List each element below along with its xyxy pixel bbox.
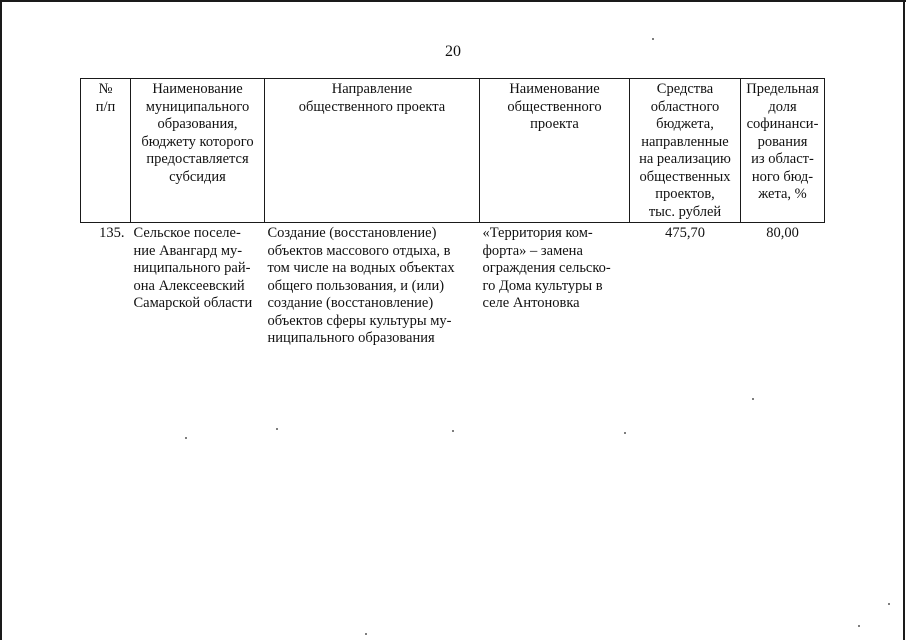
scan-edge-right	[903, 0, 905, 640]
scan-speck	[452, 430, 454, 432]
header-share: Предельная доля софинанси- рования из област- ного бюд- жета, %	[741, 79, 825, 223]
row-project: «Территория ком- форта» – замена ограждения сельско- го Дома культуры в селе Антоновка	[482, 225, 611, 311]
row-number: 135.	[99, 225, 125, 241]
table-body	[81, 223, 825, 348]
header-direction: Направление общественного проекта	[265, 79, 480, 223]
scan-speck	[752, 398, 754, 400]
scan-edge-left	[0, 0, 2, 640]
table-row	[81, 223, 825, 348]
subsidy-table	[80, 78, 825, 348]
row-share: 80,00	[766, 225, 799, 241]
header-funds: Средства областного бюджета, направленные на реализацию общественных проектов, тыс. рублей	[630, 79, 741, 223]
header-number: № п/п	[81, 79, 131, 223]
scan-speck	[624, 432, 626, 434]
header-municipality: Наименование муниципального образования, бюджету которого предоставляется субсидия	[131, 79, 265, 223]
row-funds: 475,70	[665, 225, 705, 241]
scan-speck	[276, 428, 278, 430]
row-direction: Создание (восстановление) объектов массового отдыха, в том числе на водных объектах общего пользования, и (или) создание (восстановление) объектов сферы культуры му- ниципального образования	[267, 225, 455, 346]
scan-speck	[185, 437, 187, 439]
scan-speck	[365, 633, 367, 635]
scan-edge-top	[0, 0, 906, 2]
scan-speck	[888, 603, 890, 605]
header-row	[81, 79, 825, 223]
page-number: 20	[445, 43, 461, 60]
scan-speck	[858, 625, 860, 627]
table-header	[81, 79, 825, 223]
row-municipality: Сельское поселе- ние Авангард му- ниципального рай- она Алексеевский Самарской области	[133, 225, 253, 311]
header-project: Наименование общественного проекта	[480, 79, 630, 223]
scan-speck	[652, 38, 654, 40]
